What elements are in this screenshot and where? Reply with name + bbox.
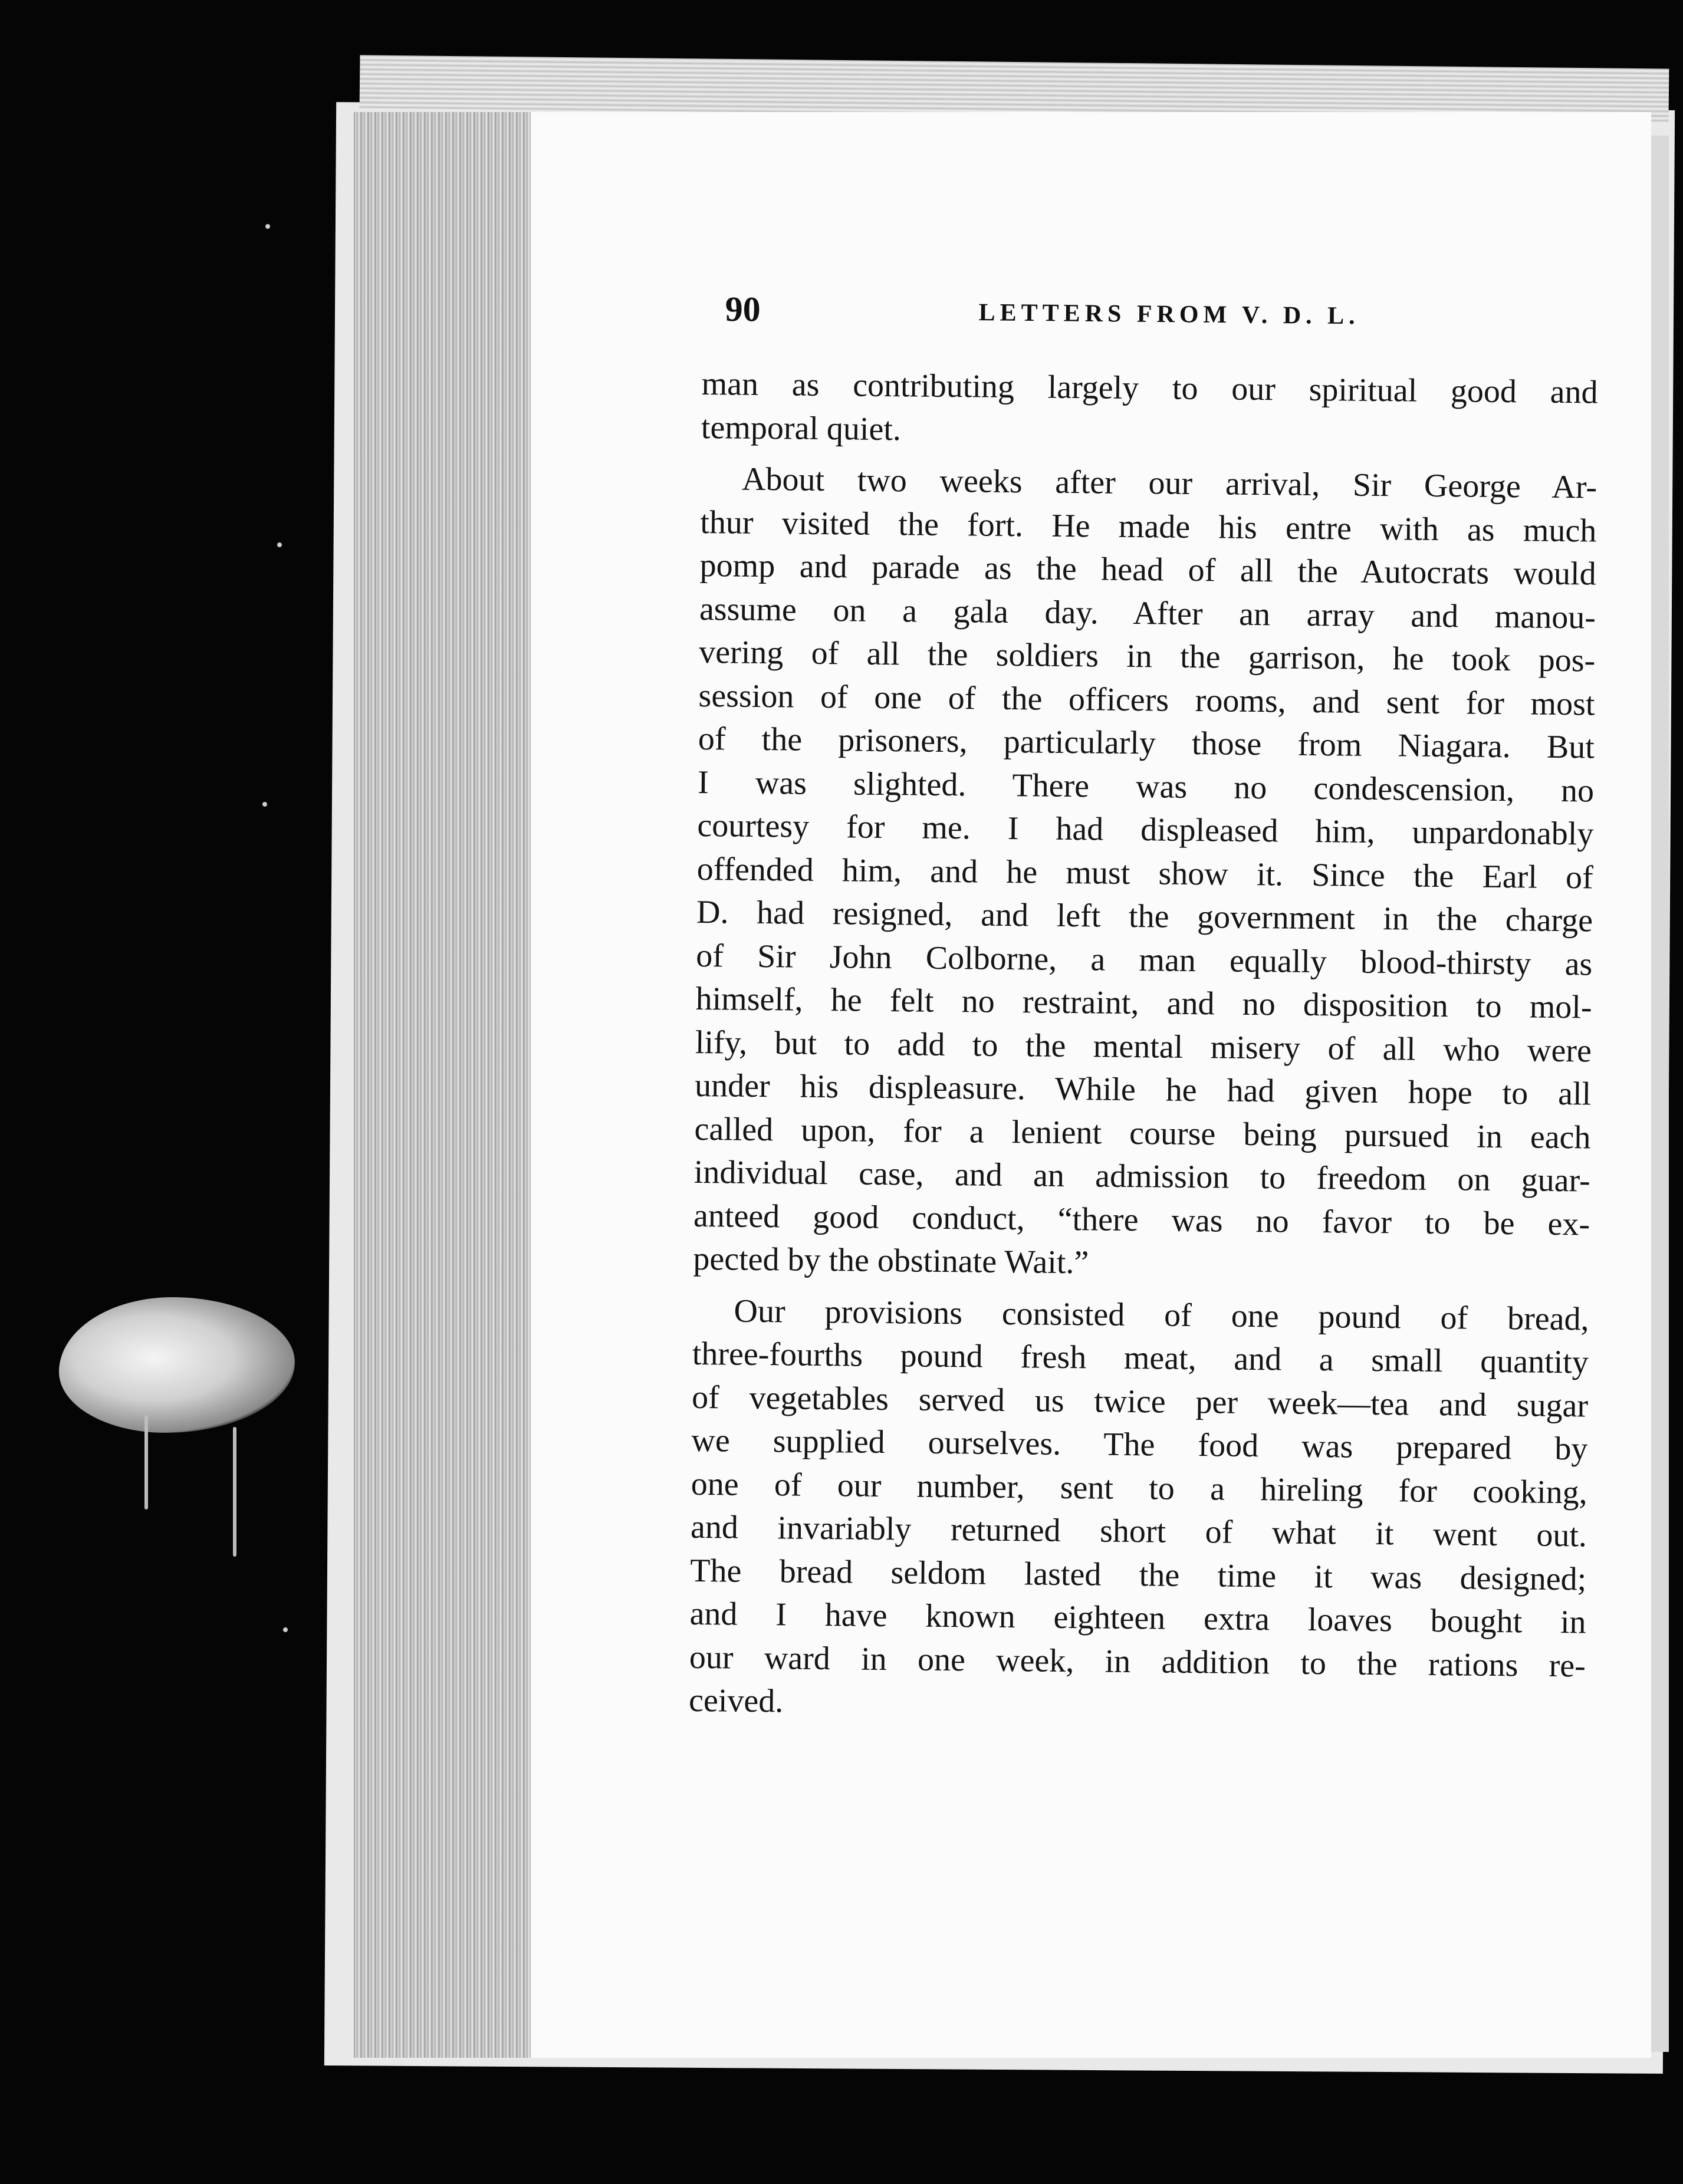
text-line: courtesy for me. I had displeased him, unpardonably xyxy=(697,807,1594,853)
text-line: we supplied ourselves. The food was prepared by xyxy=(691,1422,1588,1468)
smudge-drip xyxy=(144,1415,148,1509)
text-line: of vegetables served us twice per week—tea and sugar xyxy=(691,1379,1589,1425)
paragraph xyxy=(701,363,1598,458)
running-header xyxy=(725,289,1362,342)
text-line: lify, but to add to the mental misery of all who were xyxy=(695,1024,1592,1070)
body-text xyxy=(689,363,1598,1739)
paragraph xyxy=(693,458,1597,1290)
dust-specks xyxy=(259,153,295,1922)
text-line: ceived. xyxy=(688,1682,784,1720)
text-line: of Sir John Colborne, a man equally blood-thirsty as xyxy=(696,937,1593,983)
text-line: assume on a gala day. After an array and manou- xyxy=(699,590,1596,636)
text-line: About two weeks after our arrival, Sir George Ar- xyxy=(741,461,1597,506)
text-line: anteed good conduct, “there was no favor to be ex- xyxy=(693,1197,1590,1243)
text-line: thur visited the fort. He made his entre with as much xyxy=(700,504,1597,550)
page-side-edges xyxy=(354,112,531,2058)
text-line: three-fourths pound fresh meat, and a small quantity xyxy=(692,1335,1589,1381)
text-line: D. had resigned, and left the government in the charge xyxy=(696,893,1593,939)
text-line: The bread seldom lasted the time it was designed; xyxy=(690,1552,1587,1597)
dust-speck xyxy=(262,802,267,807)
text-line: pected by the obstinate Wait.” xyxy=(693,1240,1089,1281)
text-line: himself, he felt no restraint, and no disposition to mol- xyxy=(695,980,1592,1026)
text-line: Our provisions consisted of one pound of bread, xyxy=(734,1292,1589,1338)
text-line: individual case, and an admission to freedom on guar- xyxy=(693,1153,1591,1199)
text-line: man as contributing largely to our spiritual good and xyxy=(701,365,1598,411)
dust-speck xyxy=(283,1627,288,1632)
text-line: one of our number, sent to a hireling for cooking, xyxy=(691,1465,1587,1511)
dust-speck xyxy=(265,224,270,229)
text-line: under his displeasure. While he had given hope to all xyxy=(694,1067,1592,1113)
text-line: pomp and parade as the head of all the Autocrats would xyxy=(699,547,1596,593)
text-line: I was slighted. There was no condescension, no xyxy=(697,764,1595,810)
text-line: temporal quiet. xyxy=(701,409,902,448)
text-line: session of one of the officers rooms, and sent for most xyxy=(698,677,1595,723)
paragraph xyxy=(689,1289,1589,1731)
page-number: 90 xyxy=(725,289,761,329)
dust-speck xyxy=(277,542,282,547)
text-line: our ward in one week, in addition to the rations re- xyxy=(689,1639,1586,1684)
smudge-drip xyxy=(233,1427,236,1557)
page-right-edge xyxy=(1651,136,1669,2052)
text-line: of the prisoners, particularly those from Niagara. But xyxy=(698,720,1595,766)
text-line: and I have known eighteen extra loaves bought in xyxy=(689,1595,1586,1641)
text-line: vering of all the soldiers in the garrison, he took pos- xyxy=(698,633,1596,679)
text-line: and invariably returned short of what it went out. xyxy=(690,1508,1587,1554)
running-title: LETTERS FROM V. D. L. xyxy=(978,299,1360,330)
text-line: called upon, for a lenient course being pursued in each xyxy=(694,1110,1591,1156)
text-line: offended him, and he must show it. Since the Earl of xyxy=(696,850,1593,896)
